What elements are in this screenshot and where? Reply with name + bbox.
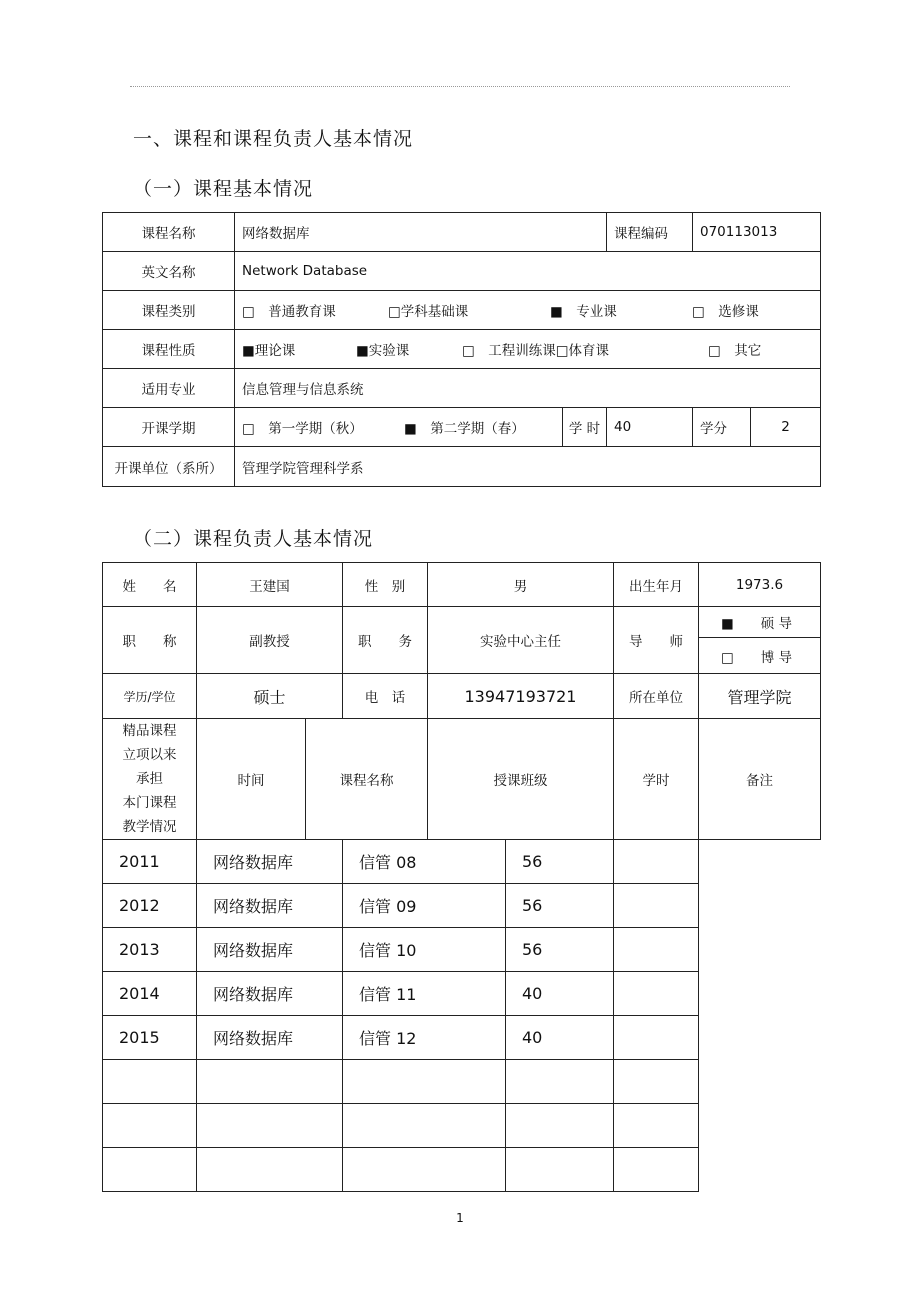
side-label-line: 立项以来 <box>122 747 177 763</box>
category-option[interactable]: ■ 专业课 <box>550 304 617 320</box>
row-hours: 40 <box>506 1016 614 1060</box>
row-course <box>197 1104 343 1148</box>
row-remark <box>614 972 699 1016</box>
nature-option[interactable]: □ 工程训练课□体育课 <box>462 343 610 359</box>
category-label: 课程类别 <box>103 291 235 330</box>
org: 管理学院 <box>699 674 821 719</box>
course-info-table <box>102 212 821 487</box>
table-row <box>103 840 821 884</box>
course-code-label: 课程编码 <box>607 213 693 252</box>
gender-label: 性 别 <box>343 563 428 607</box>
english-name: Network Database <box>235 252 821 291</box>
row-time: 2013 <box>103 928 197 972</box>
row-time <box>103 1060 197 1104</box>
course-code: 070113013 <box>693 213 821 252</box>
name-label: 姓 名 <box>103 563 197 607</box>
row-course: 网络数据库 <box>197 884 343 928</box>
table-row <box>103 1148 821 1192</box>
row-class: 信管 11 <box>343 972 506 1016</box>
table-row <box>103 1060 821 1104</box>
subsection-title-course: （一）课程基本情况 <box>133 178 314 200</box>
side-label-line: 承担 <box>136 771 163 787</box>
row-class <box>343 1148 506 1192</box>
row-class <box>343 1060 506 1104</box>
row-course: 网络数据库 <box>197 928 343 972</box>
category-option[interactable]: □学科基础课 <box>388 304 469 320</box>
unit-label: 开课单位（系所） <box>103 447 235 487</box>
header-rule <box>130 86 790 87</box>
row-time: 2015 <box>103 1016 197 1060</box>
credit-label: 学分 <box>693 408 751 447</box>
term-option[interactable]: ■ 第二学期（春） <box>404 421 525 437</box>
row-hours: 56 <box>506 884 614 928</box>
row-remark <box>614 1148 699 1192</box>
row-hours: 40 <box>506 972 614 1016</box>
section-title: 一、课程和课程负责人基本情况 <box>133 128 414 150</box>
major: 信息管理与信息系统 <box>235 369 821 408</box>
row-time <box>103 1104 197 1148</box>
title-label: 职 称 <box>103 607 197 674</box>
row-time: 2011 <box>103 840 197 884</box>
row-class: 信管 09 <box>343 884 506 928</box>
side-label-line: 精品课程 <box>122 723 177 739</box>
row-hours: 56 <box>506 840 614 884</box>
advisor-label: 导 师 <box>614 607 699 674</box>
row-course: 网络数据库 <box>197 840 343 884</box>
org-label: 所在单位 <box>614 674 699 719</box>
table-row <box>103 928 821 972</box>
page-number: 1 <box>456 1211 464 1225</box>
term-options <box>235 408 563 447</box>
english-name-label: 英文名称 <box>103 252 235 291</box>
term-label: 开课学期 <box>103 408 235 447</box>
row-remark <box>614 928 699 972</box>
nature-option[interactable]: ■理论课 <box>242 343 296 359</box>
major-label: 适用专业 <box>103 369 235 408</box>
gender: 男 <box>428 563 614 607</box>
duty: 实验中心主任 <box>428 607 614 674</box>
person-name: 王建国 <box>197 563 343 607</box>
hours: 40 <box>607 408 693 447</box>
row-remark <box>614 840 699 884</box>
category-options <box>235 291 821 330</box>
side-label-line: 教学情况 <box>122 819 177 835</box>
birth-label: 出生年月 <box>614 563 699 607</box>
advisor-master-checkbox[interactable]: ■ 硕 导 <box>699 607 821 638</box>
row-hours <box>506 1060 614 1104</box>
row-class: 信管 10 <box>343 928 506 972</box>
phone: 13947193721 <box>428 674 614 719</box>
job-title: 副教授 <box>197 607 343 674</box>
row-remark <box>614 1060 699 1104</box>
row-remark <box>614 1104 699 1148</box>
row-course: 网络数据库 <box>197 1016 343 1060</box>
row-class: 信管 12 <box>343 1016 506 1060</box>
row-class <box>343 1104 506 1148</box>
row-hours <box>506 1104 614 1148</box>
table-row <box>103 884 821 928</box>
header-class: 授课班级 <box>428 719 614 840</box>
subsection-title-person: （二）课程负责人基本情况 <box>133 528 374 550</box>
table-row <box>103 1104 821 1148</box>
degree-label: 学历/学位 <box>103 674 197 719</box>
unit: 管理学院管理科学系 <box>235 447 821 487</box>
row-course <box>197 1148 343 1192</box>
advisor-doctor-checkbox[interactable]: □ 博 导 <box>699 638 821 674</box>
phone-label: 电 话 <box>343 674 428 719</box>
row-course: 网络数据库 <box>197 972 343 1016</box>
row-course <box>197 1060 343 1104</box>
row-time <box>103 1148 197 1192</box>
credit: 2 <box>751 408 821 447</box>
nature-options <box>235 330 821 369</box>
row-time: 2014 <box>103 972 197 1016</box>
birth: 1973.6 <box>699 563 821 607</box>
side-label-line: 本门课程 <box>122 795 177 811</box>
course-name: 网络数据库 <box>235 213 607 252</box>
table-row <box>103 1016 821 1060</box>
row-remark <box>614 884 699 928</box>
row-remark <box>614 1016 699 1060</box>
duty-label: 职 务 <box>343 607 428 674</box>
header-time: 时间 <box>197 719 306 840</box>
nature-option[interactable]: □ 其它 <box>708 343 762 359</box>
row-hours: 56 <box>506 928 614 972</box>
category-option[interactable]: □ 选修课 <box>692 304 759 320</box>
term-option[interactable]: □ 第一学期（秋） <box>242 421 363 437</box>
nature-option[interactable]: ■实验课 <box>356 343 410 359</box>
header-course: 课程名称 <box>306 719 428 840</box>
teaching-side-label <box>103 719 197 840</box>
row-time: 2012 <box>103 884 197 928</box>
table-row <box>103 972 821 1016</box>
header-hours: 学时 <box>614 719 699 840</box>
category-option[interactable]: □ 普通教育课 <box>242 304 336 320</box>
header-remark: 备注 <box>699 719 821 840</box>
row-class: 信管 08 <box>343 840 506 884</box>
degree: 硕士 <box>197 674 343 719</box>
row-hours <box>506 1148 614 1192</box>
hours-label: 学 时 <box>563 408 607 447</box>
nature-label: 课程性质 <box>103 330 235 369</box>
course-name-label: 课程名称 <box>103 213 235 252</box>
person-info-table <box>102 562 821 1192</box>
